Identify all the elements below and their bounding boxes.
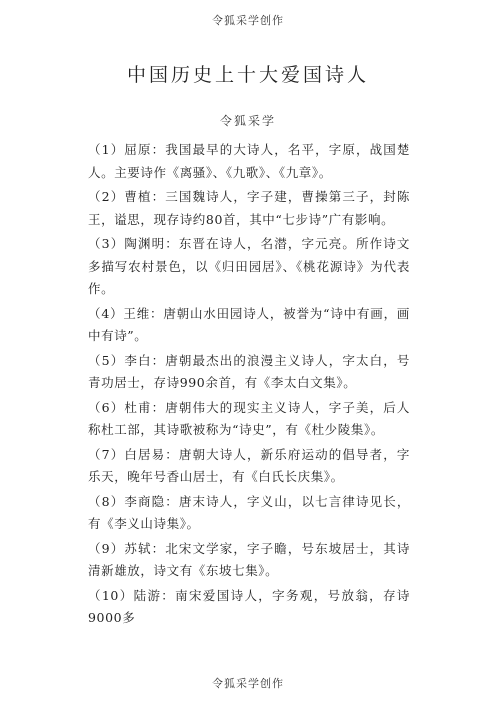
poet-entry-10: （10）陆游：南宋爱国诗人，字务观，号放翁，存诗9000多 <box>88 587 410 625</box>
poet-entry-1: （1）屈原：我国最早的大诗人，名平，字原，战国楚人。主要诗作《离骚》、《九歌》、《九章》。 <box>88 142 410 180</box>
poet-entry-2: （2）曹植：三国魏诗人，字子建，曹操第三子，封陈王，谥思，现存诗约80首，其中“七步诗”广有影响。 <box>88 189 410 227</box>
poet-entry-8: （8）李商隐：唐末诗人，字义山，以七言律诗见长，有《李义山诗集》。 <box>88 493 410 531</box>
page-footer: 令狐采学创作 <box>212 677 284 690</box>
document-title: 中国历史上十大爱国诗人 <box>126 64 369 86</box>
poet-entry-7: （7）白居易：唐朝大诗人，新乐府运动的倡导者，字乐天，晚年号香山居士，有《白氏长庆集》。 <box>88 446 410 484</box>
poet-entry-6: （6）杜甫：唐朝伟大的现实主义诗人，字子美，后人称杜工部，其诗歌被称为“诗史”，有《杜少陵集》。 <box>88 399 410 437</box>
poet-list <box>88 139 410 632</box>
page-header: 令狐采学创作 <box>212 14 284 27</box>
poet-entry-3: （3）陶渊明：东晋在诗人，名潜，字元亮。所作诗文多描写农村景色，以《归田园居》、《桃花源诗》为代表作。 <box>88 236 410 296</box>
poet-entry-5: （5）李白：唐朝最杰出的浪漫主义诗人，字太白，号青功居士，存诗990余首，有《李太白文集》。 <box>88 352 410 390</box>
document-author: 令狐采学 <box>219 114 276 128</box>
poet-entry-4: （4）王维：唐朝山水田园诗人，被誉为“诗中有画，画中有诗”。 <box>88 305 410 343</box>
poet-entry-9: （9）苏轼：北宋文学家，字子瞻，号东坡居士，其诗清新雄放，诗文有《东坡七集》。 <box>88 540 410 578</box>
